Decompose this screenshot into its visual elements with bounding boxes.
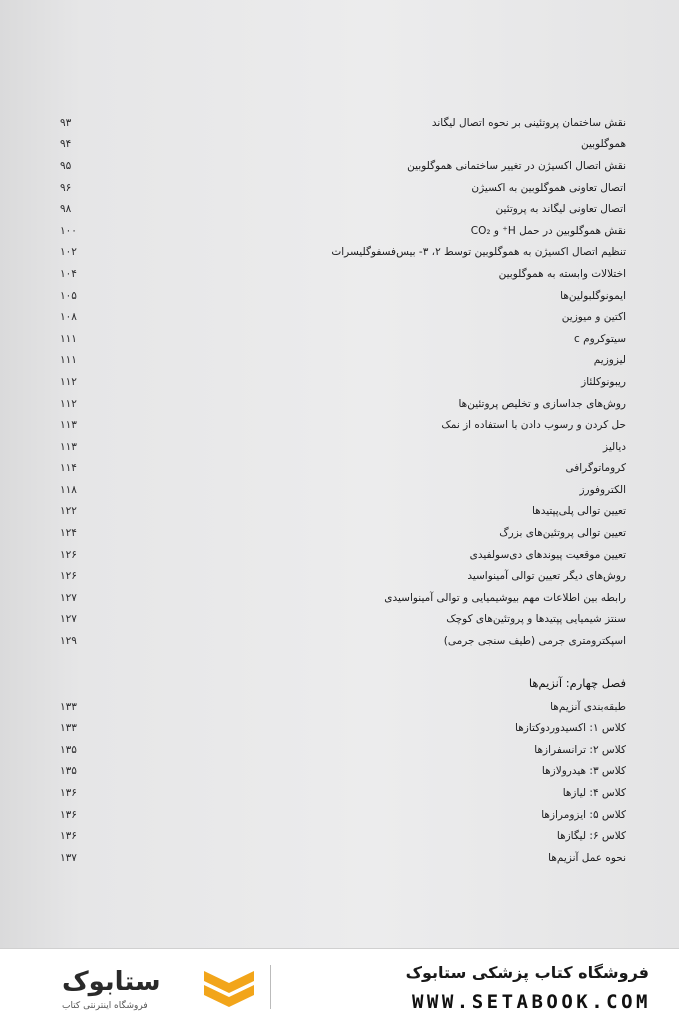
toc-entry-title: کلاس ۲: ترانسفرازها [534, 743, 626, 756]
toc-entry-title: ریبونوکلئاز [581, 375, 626, 388]
toc-row[interactable] [60, 522, 626, 544]
toc-entry-title: هموگلوبین [580, 138, 626, 151]
toc-entry-page: ۱۲۷ [60, 591, 77, 604]
store-footer [0, 948, 679, 1025]
toc-entry-page: ۱۲۴ [60, 527, 77, 540]
toc-row[interactable] [60, 609, 626, 631]
toc-row[interactable] [60, 414, 626, 436]
toc-entry-title: اختلالات وابسته به هموگلوبین [498, 267, 626, 280]
toc-entry-page: ۹۶ [60, 181, 72, 194]
toc-entry-page: ۹۳ [60, 116, 72, 129]
toc-entry-page: ۱۰۲ [60, 246, 77, 259]
toc-entry-page: ۱۱۴ [60, 462, 77, 475]
toc-entry-page: ۱۰۸ [60, 311, 77, 324]
toc-entry-page: ۱۰۰ [60, 224, 77, 237]
toc-entry-title: تنظیم اتصال اکسیژن به هموگلوبین توسط ۲، ۳- بیس‌فسفوگلیسرات [331, 246, 626, 259]
toc-row[interactable] [60, 112, 626, 134]
toc-row[interactable] [60, 804, 626, 826]
toc-entry-title: الکتروفورز [579, 483, 626, 496]
toc-entry-page: ۱۳۵ [60, 765, 77, 778]
toc-entry-title: نقش هموگلوبین در حمل H⁺ و CO₂ [470, 224, 626, 237]
toc-entry-title: ایمونوگلبولین‌ها [560, 289, 626, 302]
toc-entry-page: ۱۱۳ [60, 440, 77, 453]
toc-row[interactable] [60, 565, 626, 587]
toc-entry-title: اتصال تعاونی هموگلوبین به اکسیژن [471, 181, 626, 194]
table-of-contents [60, 112, 626, 869]
toc-entry-page: ۱۱۲ [60, 397, 77, 410]
toc-row[interactable] [60, 717, 626, 739]
toc-entry-page: ۱۱۸ [60, 483, 77, 496]
toc-entry-page: ۱۲۶ [60, 570, 77, 583]
toc-entry-title: کلاس ۵: ایزومرازها [541, 808, 626, 821]
toc-entry-title: تعیین موقعیت پیوندهای دی‌سولفیدی [469, 548, 626, 561]
toc-entry-title: اکتین و میوزین [561, 311, 626, 324]
toc-row[interactable] [60, 285, 626, 307]
chapter-heading: فصل چهارم: آنزیم‌ها [528, 675, 626, 690]
toc-row[interactable] [60, 371, 626, 393]
toc-row[interactable] [60, 155, 626, 177]
toc-entry-title: سیتوکروم c [573, 332, 626, 345]
toc-entry-title: رابطه بین اطلاعات مهم بیوشیمیایی و توالی آمینواسیدی [384, 591, 626, 604]
toc-row[interactable] [60, 436, 626, 458]
toc-entry-page: ۱۱۱ [60, 354, 77, 367]
toc-row[interactable] [60, 220, 626, 242]
toc-entry-title: کلاس ۱: اکسیدوردوکتازها [515, 722, 626, 735]
toc-entry-page: ۹۸ [60, 203, 72, 216]
toc-row[interactable] [60, 501, 626, 523]
toc-entry-title: کلاس ۳: هیدرولازها [541, 765, 626, 778]
toc-entry-title: کلاس ۴: لیازها [562, 787, 626, 800]
toc-row[interactable] [60, 263, 626, 285]
toc-entry-page: ۱۳۵ [60, 743, 77, 756]
toc-entry-title: نقش ساختمان پروتئینی بر نحوه اتصال لیگاند [431, 116, 626, 129]
footer-divider [270, 965, 271, 1009]
toc-entry-page: ۱۲۷ [60, 613, 77, 626]
toc-entry-page: ۹۴ [60, 138, 72, 151]
toc-entry-page: ۱۱۳ [60, 419, 77, 432]
toc-row[interactable] [60, 328, 626, 350]
toc-entry-title: لیزوزیم [593, 354, 626, 367]
toc-row[interactable] [60, 696, 626, 718]
seta-chevron-icon [204, 967, 254, 1009]
toc-entry-title: حل کردن و رسوب دادن با استفاده از نمک [441, 419, 626, 432]
toc-row[interactable] [60, 761, 626, 783]
toc-entry-title: کروماتوگرافی [565, 462, 626, 475]
toc-row[interactable] [60, 242, 626, 264]
toc-entry-page: ۱۳۶ [60, 787, 77, 800]
toc-entry-page: ۱۲۶ [60, 548, 77, 561]
toc-row[interactable] [60, 847, 626, 869]
toc-entry-title: اتصال تعاونی لیگاند به پروتئین [495, 203, 626, 216]
store-name: فروشگاه کتاب پزشکی ستابوک [405, 963, 649, 982]
toc-row[interactable] [60, 350, 626, 372]
toc-entry-page: ۱۰۴ [60, 267, 77, 280]
toc-row[interactable] [60, 177, 626, 199]
toc-row[interactable] [60, 630, 626, 652]
toc-entry-page: ۱۳۶ [60, 808, 77, 821]
toc-entry-page: ۱۱۱ [60, 332, 77, 345]
toc-row[interactable] [60, 306, 626, 328]
logo-text: ستابوک [62, 967, 161, 997]
toc-row[interactable] [60, 825, 626, 847]
store-logo[interactable] [22, 957, 262, 1017]
toc-entry-page: ۹۵ [60, 159, 72, 172]
chapter-entries [60, 696, 626, 869]
toc-entry-page: ۱۳۶ [60, 830, 77, 843]
toc-entry-title: تعیین توالی پلی‌پپتیدها [531, 505, 626, 518]
toc-entry-page: ۱۲۹ [60, 635, 77, 648]
toc-row[interactable] [60, 479, 626, 501]
toc-row[interactable] [60, 587, 626, 609]
toc-entry-page: ۱۳۷ [60, 851, 77, 864]
toc-entry-title: دیالیز [603, 440, 626, 453]
toc-entry-title: نحوه عمل آنزیم‌ها [548, 851, 626, 864]
toc-row[interactable] [60, 198, 626, 220]
toc-entry-title: روش‌های دیگر تعیین توالی آمینواسید [467, 570, 626, 583]
toc-entry-page: ۱۱۲ [60, 375, 77, 388]
toc-row[interactable] [60, 782, 626, 804]
toc-entry-page: ۱۳۳ [60, 722, 77, 735]
toc-entry-title: تعیین توالی پروتئین‌های بزرگ [499, 527, 626, 540]
toc-row[interactable] [60, 739, 626, 761]
toc-entry-title: کلاس ۶: لیگازها [556, 830, 626, 843]
toc-row[interactable] [60, 458, 626, 480]
toc-entry-title: روش‌های جداسازی و تخلیص پروتئین‌ها [458, 397, 626, 410]
toc-entry-page: ۱۳۳ [60, 700, 77, 713]
store-url[interactable]: WWW.SETABOOK.COM [411, 991, 651, 1013]
logo-subtitle: فروشگاه اینترنتی کتاب [62, 1001, 148, 1011]
toc-entry-title: سنتز شیمیایی پپتیدها و پروتئین‌های کوچک [446, 613, 626, 626]
toc-entry-title: نقش اتصال اکسیژن در تغییر ساختمانی هموگلوبین [407, 159, 626, 172]
toc-row[interactable] [60, 134, 626, 156]
toc-entry-title: اسپکترومتری جرمی (طیف سنجی جرمی) [443, 635, 626, 648]
toc-entry-page: ۱۲۲ [60, 505, 77, 518]
toc-entries [60, 112, 626, 652]
toc-entry-title: طبقه‌بندی آنزیم‌ها [550, 700, 626, 713]
toc-row[interactable] [60, 393, 626, 415]
toc-entry-page: ۱۰۵ [60, 289, 77, 302]
toc-row[interactable] [60, 544, 626, 566]
